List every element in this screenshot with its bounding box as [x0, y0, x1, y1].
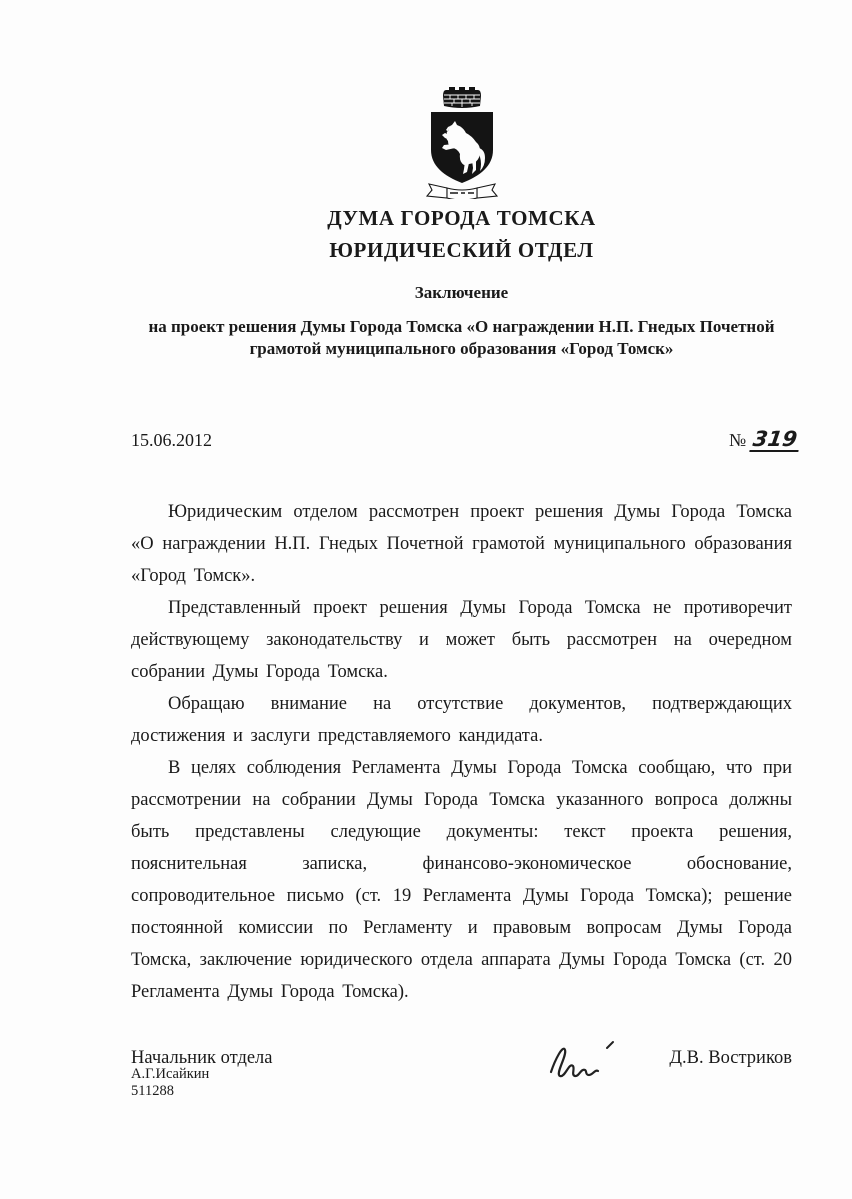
date-number-row	[131, 427, 799, 452]
mural-crown	[443, 87, 481, 108]
document-body	[131, 496, 792, 1008]
department-name: ЮРИДИЧЕСКИЙ ОТДЕЛ	[329, 238, 594, 262]
document-number	[729, 428, 800, 452]
paragraph: Обращаю внимание на отсутствие документов, подтверждающих достижения и заслуги представляемого кандидата.	[131, 694, 792, 746]
document-subject: на проект решения Думы Города Томска «О награждении Н.П. Гнедых Почетной грамотой муниципального образования «Город Томск»	[148, 317, 775, 358]
paragraph: В целях соблюдения Регламента Думы Города Томска сообщаю, что при рассмотрении на собрании Думы Города Томска указанного вопроса должны быть представлены следующие документы: текст проекта решения, пояснительная записка, финансово-экономическое обоснование, сопроводительное письмо (ст. 19 Регламента Думы Города Томска); решение постоянной комиссии по Регламенту и правовым вопросам Думы Города Томска, заключение юридического отдела аппарата Думы Города Томска (ст. 20 Регламента Думы Города Томска).	[131, 758, 792, 1002]
org-name: ДУМА ГОРОДА ТОМСКА	[327, 206, 596, 230]
executor-footer	[131, 1066, 209, 1100]
number-sign: №	[728, 430, 747, 450]
signer-position: Начальник отдела	[131, 1047, 273, 1068]
paragraph: Представленный проект решения Думы Города Томска не противоречит действующему законодательству и может быть рассмотрен на очередном собрании Думы Города Томска.	[131, 598, 792, 682]
motto-ribbon	[427, 184, 497, 199]
letterhead	[131, 0, 792, 263]
signature-right-group	[539, 1034, 792, 1082]
executor-name: А.Г.Исайкин	[131, 1066, 210, 1082]
signer-name: Д.В. Востриков	[669, 1047, 792, 1068]
signature-block	[131, 1034, 792, 1082]
document-date: 15.06.2012	[131, 430, 212, 450]
tomsk-coat-of-arms-icon	[419, 86, 505, 199]
executor-phone: 511288	[131, 1083, 174, 1099]
paragraph: Юридическим отделом рассмотрен проект решения Думы Города Томска «О награждении Н.П. Гнедых Почетной грамотой муниципального образования «Город Томск».	[131, 502, 792, 586]
handwritten-signature-icon	[539, 1034, 625, 1082]
document-type-title: Заключение	[414, 283, 509, 302]
number-value-handwritten: 319	[749, 428, 801, 452]
